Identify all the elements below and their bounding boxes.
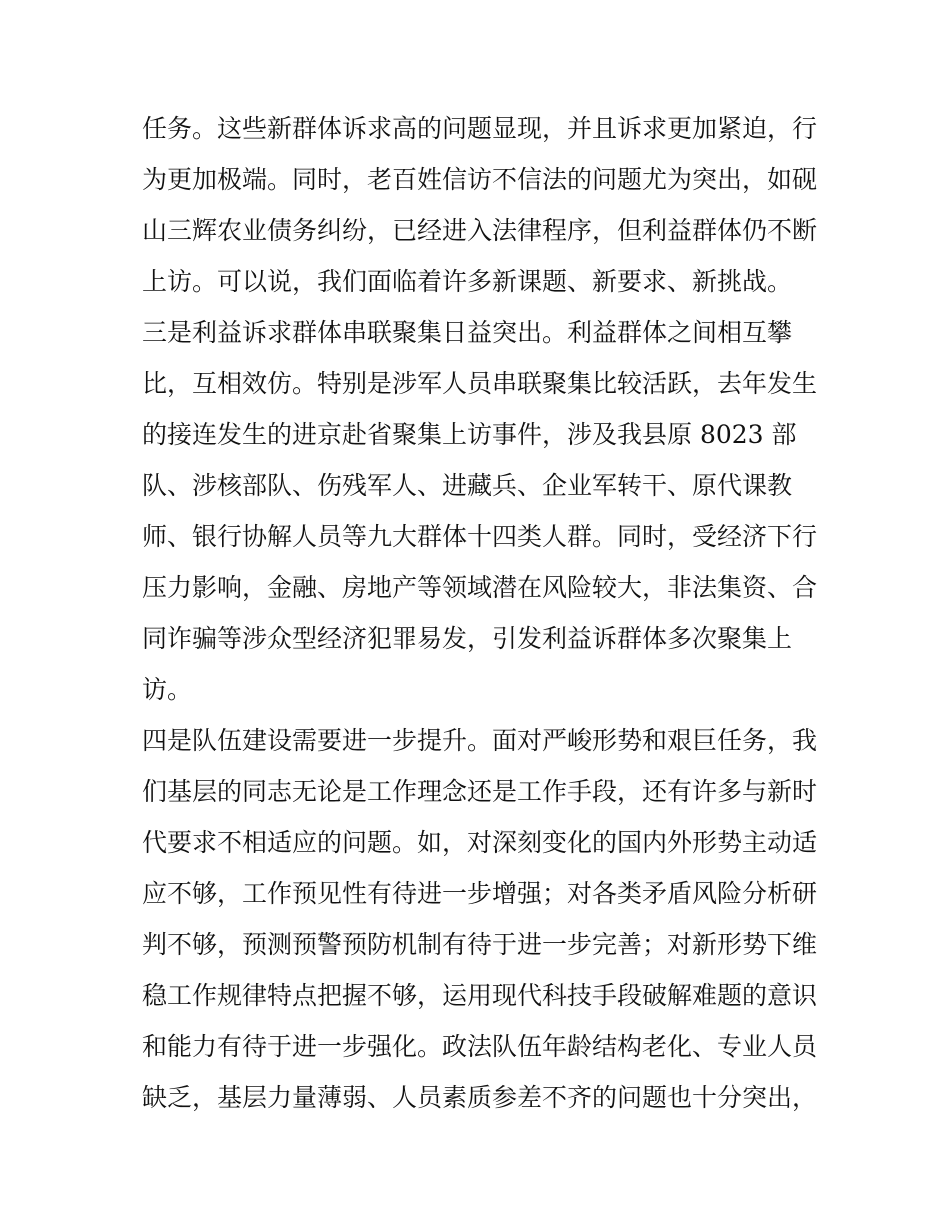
text-line: 上访。可以说，我们面临着许多新课题、新要求、新挑战。 [142, 267, 793, 296]
text-line: 访。 [142, 675, 193, 704]
text-line: 山三辉农业债务纠纷，已经进入法律程序，但利益群体仍不断 [142, 216, 818, 245]
text-line: 判不够，预测预警预防机制有待于进一步完善；对新形势下维 [142, 930, 818, 959]
text-line: 为更加极端。同时，老百姓信访不信法的问题尤为突出，如砚 [142, 165, 818, 194]
text-line: 三是利益诉求群体串联聚集日益突出。利益群体之间相互攀 [142, 318, 793, 347]
text-line: 的接连发生的进京赴省聚集上访事件，涉及我县原 8023 部 [142, 420, 797, 449]
text-line: 同诈骗等涉众型经济犯罪易发，引发利益诉群体多次聚集上 [142, 624, 793, 653]
text-line: 四是队伍建设需要进一步提升。面对严峻形势和艰巨任务，我 [142, 726, 818, 755]
body-text [142, 103, 822, 1123]
text-line: 们基层的同志无论是工作理念还是工作手段，还有许多与新时 [142, 777, 818, 806]
text-line: 比，互相效仿。特别是涉军人员串联聚集比较活跃，去年发生 [142, 369, 818, 398]
text-line: 稳工作规律特点把握不够，运用现代科技手段破解难题的意识 [142, 981, 818, 1010]
text-line: 任务。这些新群体诉求高的问题显现，并且诉求更加紧迫，行 [142, 114, 818, 143]
text-line: 师、银行协解人员等九大群体十四类人群。同时，受经济下行 [142, 522, 818, 551]
text-line: 队、涉核部队、伤残军人、进藏兵、企业军转干、原代课教 [142, 471, 793, 500]
text-line: 压力影响，金融、房地产等领域潜在风险较大，非法集资、合 [142, 573, 818, 602]
text-line: 缺乏，基层力量薄弱、人员素质参差不齐的问题也十分突出， [142, 1083, 818, 1112]
text-line: 和能力有待于进一步强化。政法队伍年龄结构老化、专业人员 [142, 1032, 818, 1061]
text-line: 代要求不相适应的问题。如，对深刻变化的国内外形势主动适 [142, 828, 818, 857]
text-line: 应不够，工作预见性有待进一步增强；对各类矛盾风险分析研 [142, 879, 818, 908]
